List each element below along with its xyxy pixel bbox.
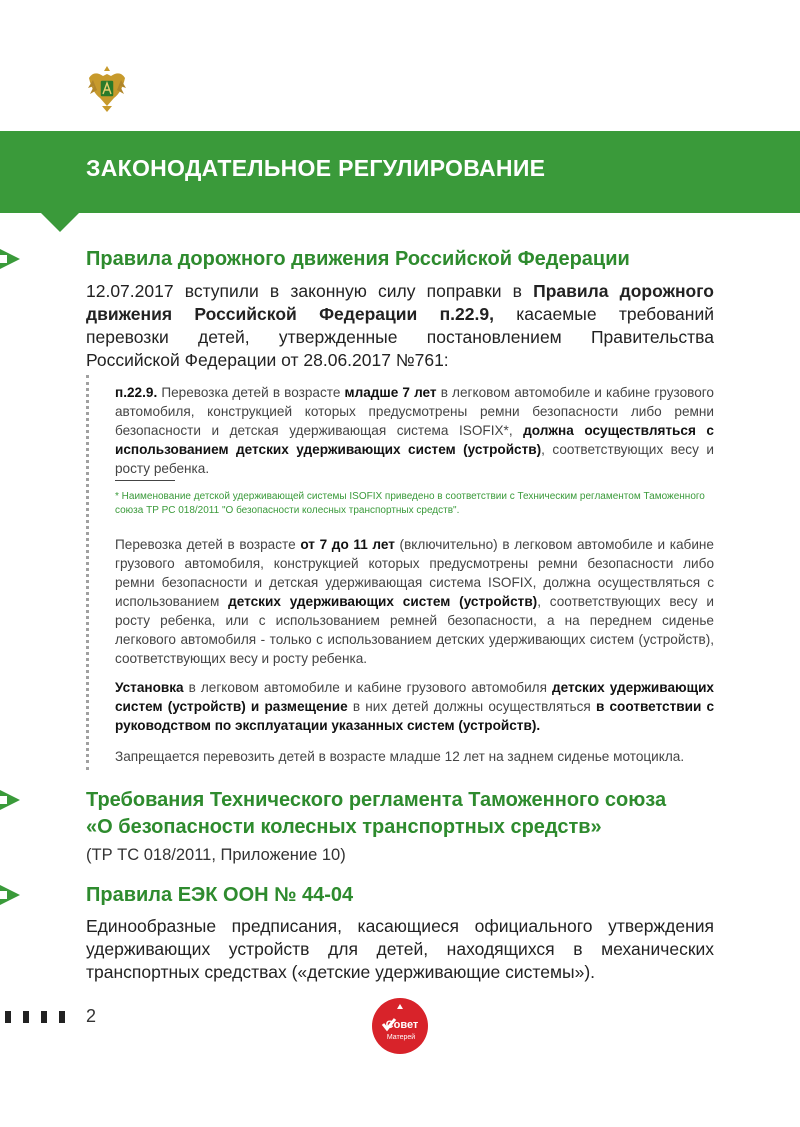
q-bold: от 7 до 11 лет (300, 537, 395, 552)
q-text: Перевозка детей в возрасте (115, 537, 301, 552)
section-arrow-icon (0, 249, 20, 269)
quote-paragraph-1 (115, 383, 714, 478)
banner-notch (40, 212, 80, 232)
clause-reference: п.22.9. (115, 385, 158, 400)
q-bold: в соответствии с руководством по эксплуатации указанных систем (устройств). (115, 699, 715, 733)
q-bold: младше 7 лет (344, 385, 437, 400)
q-text: в легковом автомобиле и кабине грузового автомобиля (183, 680, 552, 695)
q-text: в легковом автомобиле и кабине грузового автомобиля, конструкцией которых предусмотрены ремни безопасности либо ремни безопасности и детская удерживающая система ISOFIX*, (115, 385, 714, 438)
quote-paragraph-4: Запрещается перевозить детей в возрасте младше 12 лет на заднем сиденье мотоцикла. (115, 749, 685, 764)
footnote: * Наименование детской удерживающей системы ISOFIX приведено в соответствии с Техническим регламентом Таможенного союза ТР РС 018/2011 "О безопасности колесных транспортных средств". (115, 491, 705, 516)
intro-text-end: касаемые требований перевозки детей, утвержденные постановлением Правительства Российской Федерации от 28.06.2017 №761: (86, 304, 714, 370)
quote-paragraph-3 (115, 678, 714, 735)
logo-text-materey: Матерей (386, 1034, 416, 1041)
quote-paragraph-2 (115, 535, 714, 668)
section-heading-tr-ts-2: «О безопасности колесных транспортных средств» (86, 816, 602, 838)
sovet-materey-logo (370, 996, 430, 1056)
section-unece-text: Единообразные предписания, касающиеся официального утверждения удерживающих устройств для детей, находящихся в механических транспортных средствах («детские удерживающие системы»). (86, 916, 714, 982)
q-text: в них детей должны осуществляться (347, 699, 596, 714)
q-bold: детских удерживающих систем (устройств) и размещение (115, 680, 714, 714)
page-title: ЗАКОНОДАТЕЛЬНОЕ РЕГУЛИРОВАНИЕ (86, 155, 546, 181)
q-text: (включительно) в легковом автомобиле и кабине грузового автомобиля, конструкцией которых предусмотрены ремни безопасности либо ремни безопасности и детская удерживающая система ISOFIX, должна осуществляться с использованием (115, 537, 714, 609)
section-heading-unece: Правила ЕЭК ООН № 44-04 (86, 884, 354, 906)
q-text: Перевозка детей в возрасте (157, 385, 345, 400)
section-subtitle: (ТР ТС 018/2011, Приложение 10) (86, 846, 346, 864)
q-text: , соответствующих весу и росту ребенка. (115, 442, 714, 476)
coat-of-arms-icon (84, 62, 130, 114)
section-arrow-icon (0, 790, 20, 810)
footnote-divider (115, 480, 175, 481)
section-heading-tr-ts-1: Требования Технического регламента Таможенного союза (86, 789, 667, 811)
section-heading-traffic-rules: Правила дорожного движения Российской Федерации (86, 248, 630, 270)
logo-text-sovet: Совет (385, 1019, 419, 1031)
section-intro (86, 280, 714, 372)
intro-text: 12.07.2017 вступили в законную силу поправки в (86, 281, 534, 301)
page-number: 2 (86, 1006, 97, 1026)
page-dash-marks (5, 1011, 65, 1023)
section-arrow-icon (0, 885, 20, 905)
q-bold: должна осуществляться с использованием детских удерживающих систем (устройств) (115, 423, 714, 457)
q-bold: детских удерживающих систем (устройств) (228, 594, 538, 609)
q-text: , соответствующих весу и росту ребенка, или с использованием ремней безопасности, а на переднем сиденье легкового автомобиля - только с использованием детских удерживающих систем (устройств), соответствующих весу и росту ребенка. (115, 594, 714, 666)
intro-bold: Правила дорожного движения Российской Федерации п.22.9, (86, 281, 714, 324)
q-bold: Установка (115, 680, 184, 695)
